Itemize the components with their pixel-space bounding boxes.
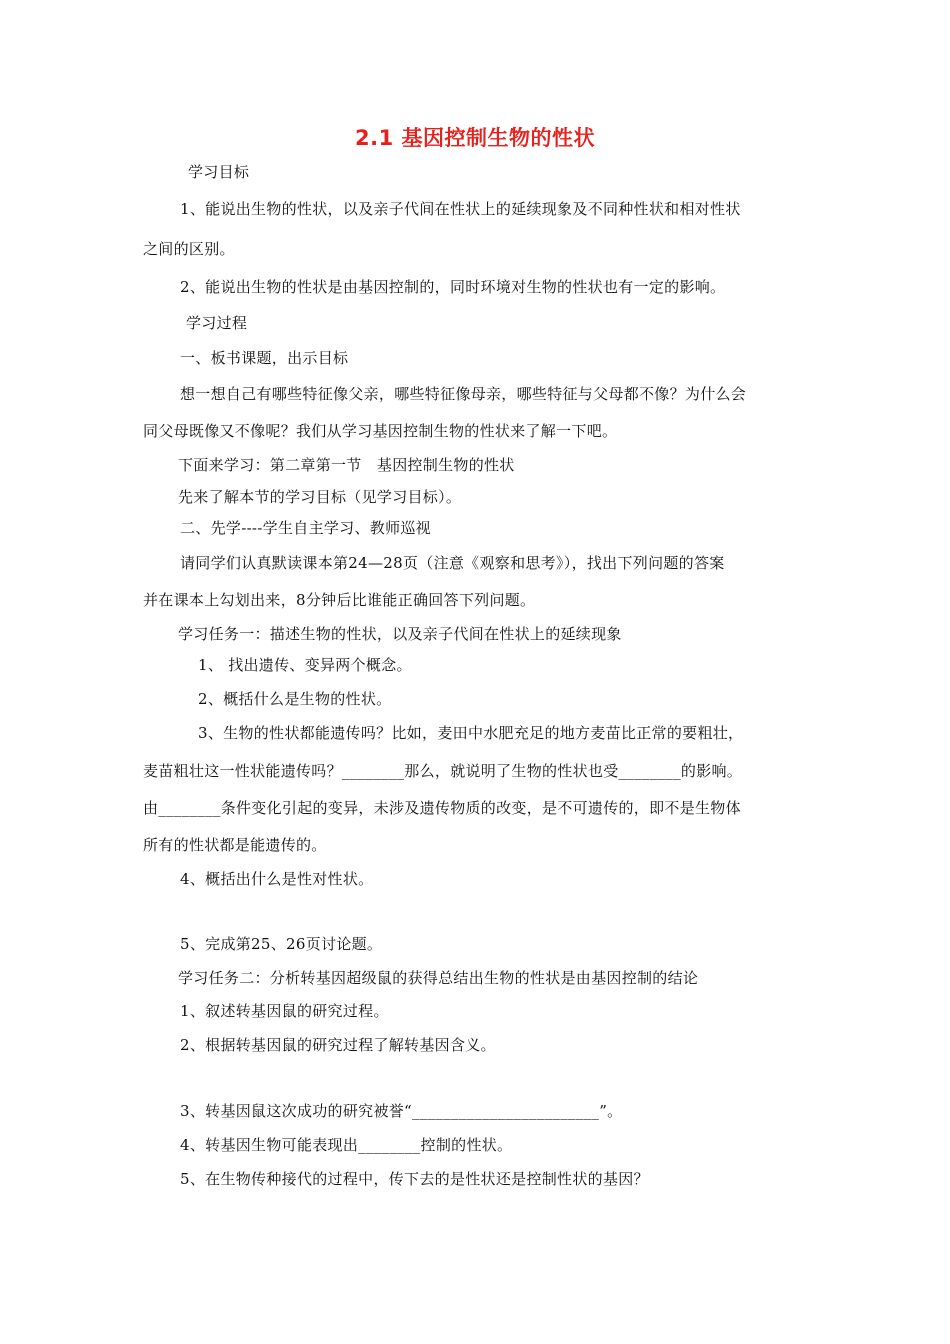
paragraph-line: 2、能说出生物的性状是由基因控制的，同时环境对生物的性状也有一定的影响。 [180,278,726,296]
paragraph-line: 先来了解本节的学习目标（见学习目标）。 [178,488,462,506]
paragraph-line: 请同学们认真默读课本第24—28页（注意《观察和思考》），找出下列问题的答案 [180,554,725,572]
question-line: 1、 找出遗传、变异两个概念。 [198,656,412,674]
paragraph-line: 想一想自己有哪些特征像父亲，哪些特征像母亲，哪些特征与父母都不像？为什么会 [180,385,747,403]
paragraph-line: 一、板书课题，出示目标 [180,349,349,367]
question-line: 2、根据转基因鼠的研究过程了解转基因含义。 [180,1036,496,1054]
question-line: 5、在生物传种接代的过程中，传下去的是性状还是控制性状的基因？ [180,1170,649,1188]
paragraph-line: 并在课本上勾划出来，8分钟后比谁能正确回答下列问题。 [143,591,536,609]
document-title: 2.1 基因控制生物的性状 [354,126,595,150]
question-line: 4、转基因生物可能表现出________控制的性状。 [180,1136,513,1154]
question-line: 2、概括什么是生物的性状。 [198,690,392,708]
question-line: 1、叙述转基因鼠的研究过程。 [180,1002,389,1020]
paragraph-line: 下面来学习：第二章第一节 基因控制生物的性状 [178,456,515,474]
section-heading: 学习过程 [186,314,248,332]
paragraph-line: 二、先学----学生自主学习、教师巡视 [180,519,431,537]
section-heading: 学习目标 [188,163,250,181]
question-line: 麦苗粗壮这一性状能遗传吗？________那么，就说明了生物的性状也受________的影响。 [143,762,743,780]
paragraph-line: 同父母既像又不像呢？我们从学习基因控制生物的性状来了解一下吧。 [143,422,618,440]
question-line: 3、转基因鼠这次成功的研究被誉“________________________”。 [180,1102,623,1120]
paragraph-line: 学习任务一：描述生物的性状，以及亲子代间在性状上的延续现象 [178,625,622,643]
paragraph-line: 之间的区别。 [143,240,235,258]
paragraph-line: 1、能说出生物的性状，以及亲子代间在性状上的延续现象及不同种性状和相对性状 [180,200,741,218]
question-line: 4、概括出什么是性对性状。 [180,870,374,888]
question-line: 5、完成第25、26页讨论题。 [180,935,383,953]
paragraph-line: 学习任务二：分析转基因超级鼠的获得总结出生物的性状是由基因控制的结论 [178,969,699,987]
question-line: 由________条件变化引起的变异，未涉及遗传物质的改变，是不可遗传的，即不是生物体 [143,799,741,817]
question-line: 所有的性状都是能遗传的。 [143,836,327,854]
question-line: 3、生物的性状都能遗传吗？比如，麦田中水肥充足的地方麦苗比正常的要粗壮， [198,724,744,742]
